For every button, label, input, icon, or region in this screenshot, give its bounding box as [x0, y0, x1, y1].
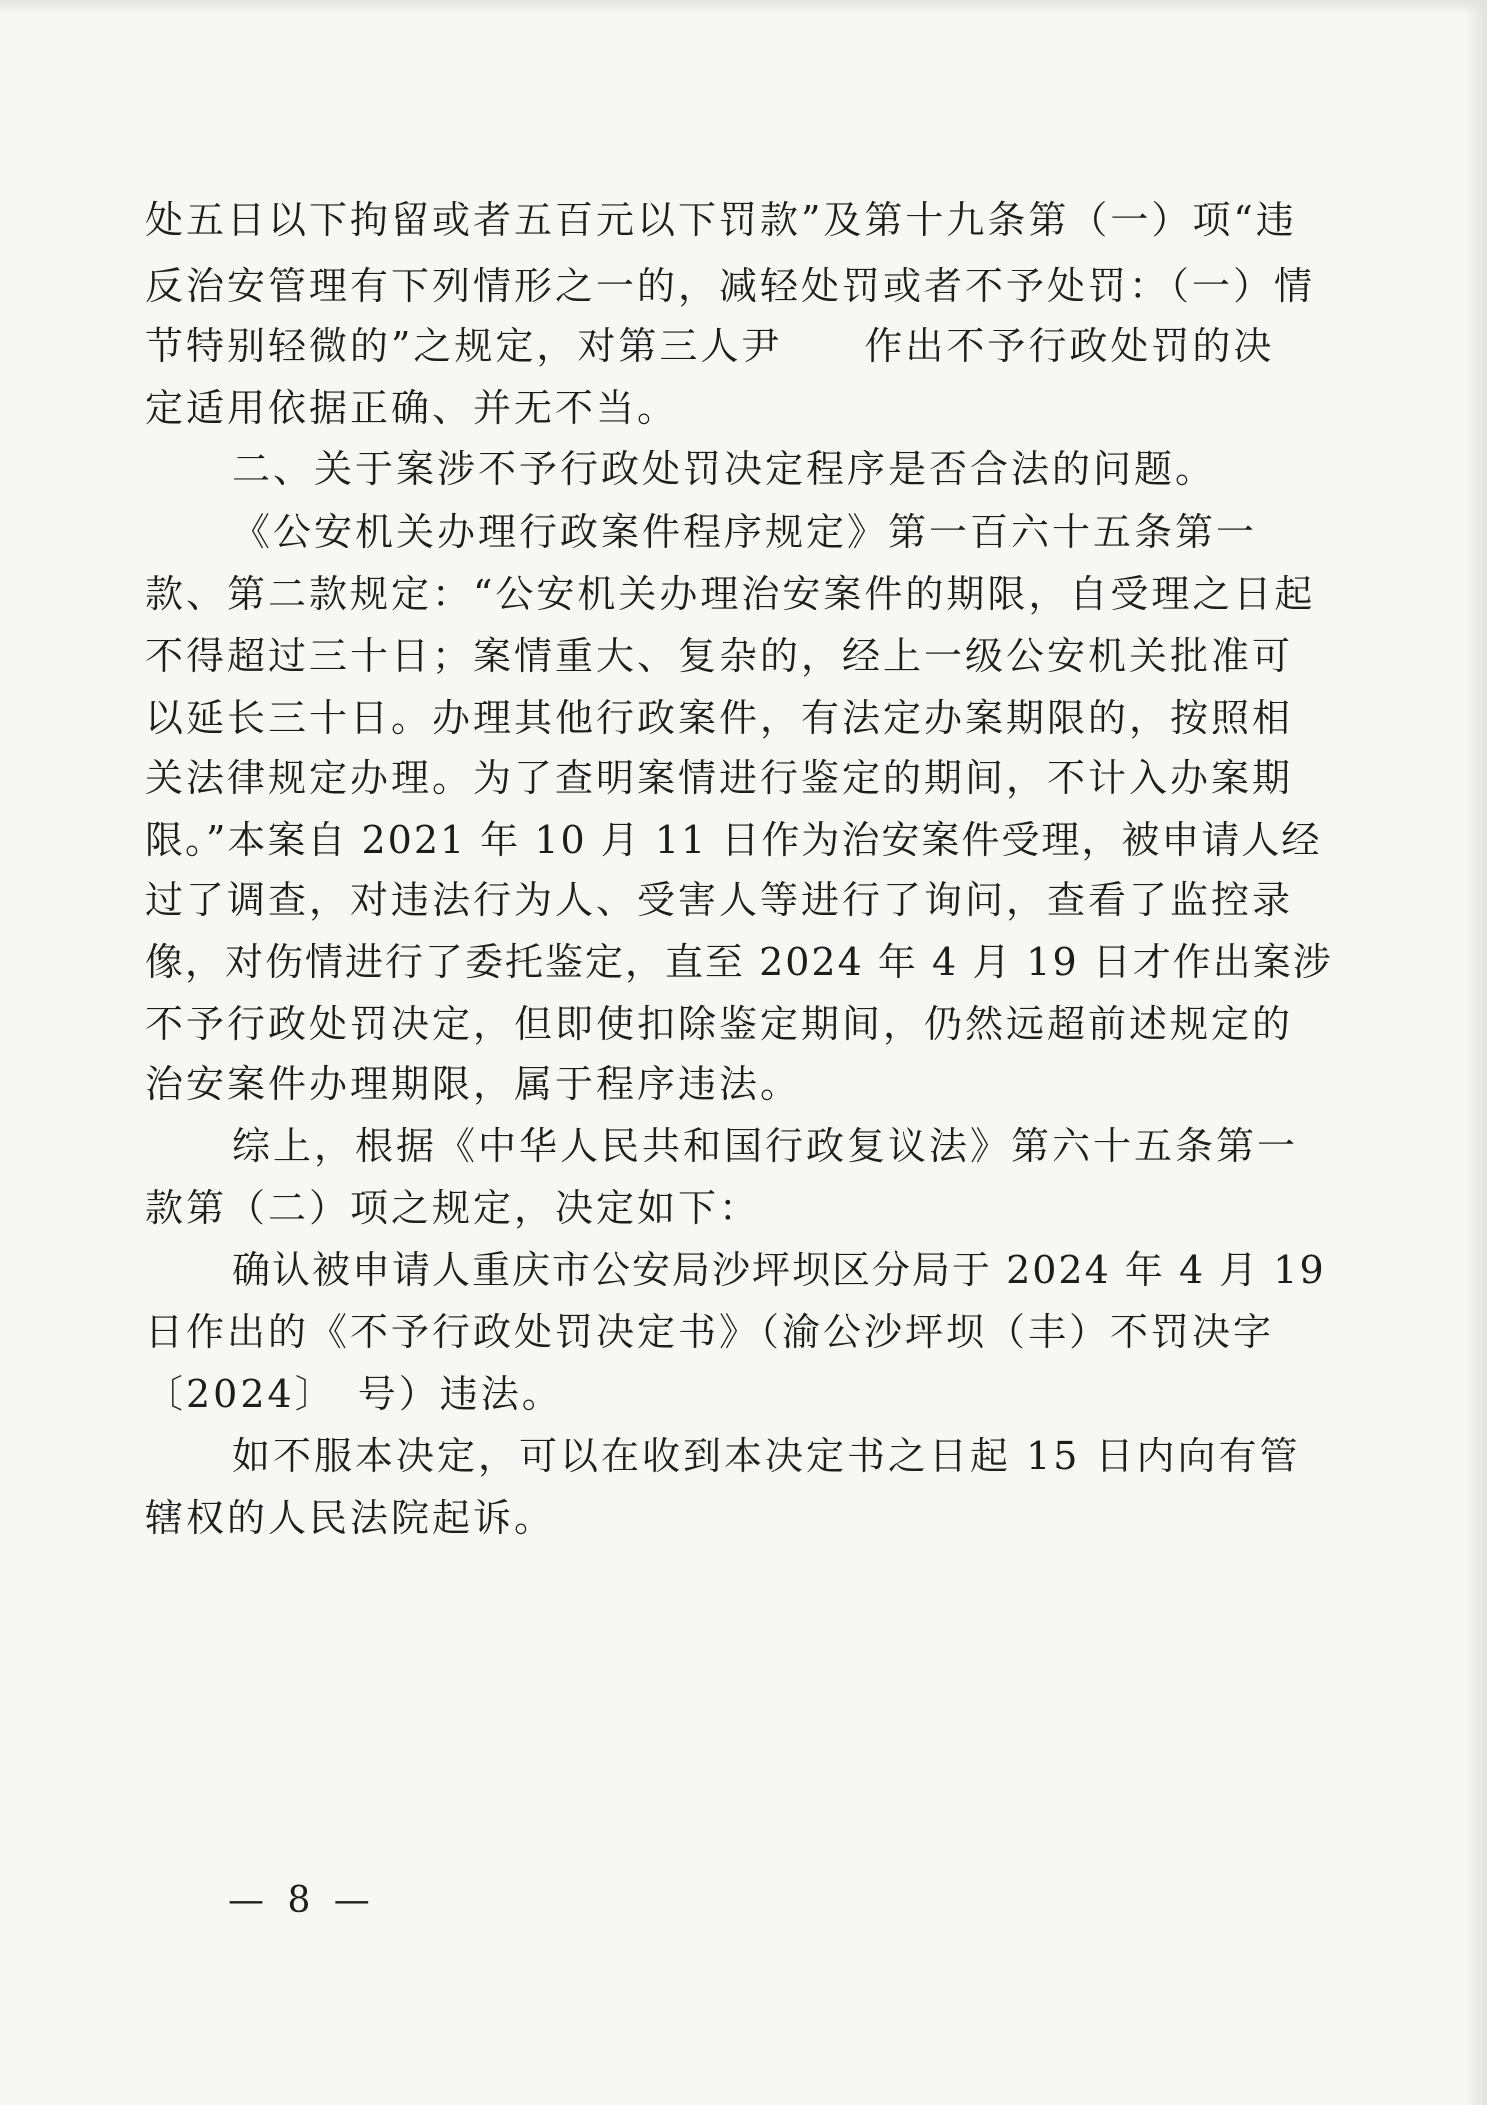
paragraph-line: 不予行政处罚决定，但即使扣除鉴定期间，仍然远超前述规定的	[145, 1002, 1294, 1046]
page-edge-shadow	[1465, 0, 1487, 2105]
paragraph-line: 治安案件办理期限，属于程序违法。	[145, 1062, 802, 1106]
paragraph-line: 二、关于案涉不予行政处罚决定程序是否合法的问题。	[232, 447, 1217, 491]
paragraph-line: 不得超过三十日；案情重大、复杂的，经上一级公安机关批准可	[145, 634, 1294, 678]
page-number: — 8 —	[228, 1880, 376, 1921]
paragraph-line: 〔2024〕 号）违法。	[145, 1372, 563, 1416]
page-edge-shadow	[0, 0, 1487, 14]
paragraph-line: 确认被申请人重庆市公安局沙坪坝区分局于 2024 年 4 月 19	[232, 1248, 1326, 1292]
paragraph-line: 处五日以下拘留或者五百元以下罚款”及第十九条第（一）项“违	[145, 198, 1297, 242]
paragraph-line: 辖权的人民法院起诉。	[145, 1496, 556, 1540]
paragraph-line: 款第（二）项之规定，决定如下：	[145, 1186, 761, 1230]
paragraph-line: 综上，根据《中华人民共和国行政复议法》第六十五条第一	[232, 1124, 1299, 1168]
paragraph-line: 反治安管理有下列情形之一的，减轻处罚或者不予处罚：（一）情	[145, 264, 1316, 308]
paragraph-line: 《公安机关办理行政案件程序规定》第一百六十五条第一	[232, 510, 1258, 554]
paragraph-line: 过了调查，对违法行为人、受害人等进行了询问，查看了监控录	[145, 878, 1294, 922]
paragraph-line: 节特别轻微的”之规定，对第三人尹 作出不予行政处罚的决	[145, 324, 1275, 368]
paragraph-line: 关法律规定办理。为了查明案情进行鉴定的期间，不计入办案期	[145, 756, 1294, 800]
paragraph-line: 定适用依据正确、并无不当。	[145, 386, 679, 430]
paragraph-line: 像，对伤情进行了委托鉴定，直至 2024 年 4 月 19 日才作出案涉	[145, 940, 1333, 984]
paragraph-line: 如不服本决定，可以在收到本决定书之日起 15 日内向有管	[232, 1434, 1301, 1478]
paragraph-line: 以延长三十日。办理其他行政案件，有法定办案期限的，按照相	[145, 696, 1294, 740]
paragraph-line: 限。”本案自 2021 年 10 月 11 日作为治安案件受理，被申请人经	[145, 818, 1322, 862]
paragraph-line: 款、第二款规定：“公安机关办理治安案件的期限，自受理之日起	[145, 572, 1316, 616]
paragraph-line: 日作出的《不予行政处罚决定书》（渝公沙坪坝（丰）不罚决字	[145, 1310, 1275, 1354]
